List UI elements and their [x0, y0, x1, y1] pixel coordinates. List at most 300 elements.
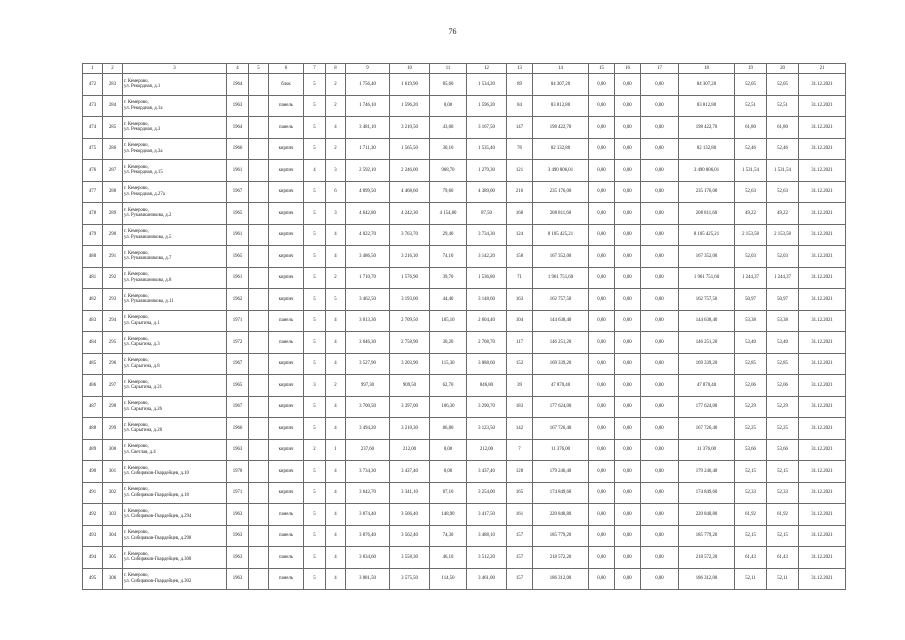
- table-cell: 43,00: [430, 117, 467, 139]
- table-cell: 0,00: [641, 418, 679, 440]
- table-cell: 1967: [227, 396, 249, 418]
- table-cell: 3 512,20: [467, 547, 507, 569]
- table-cell: 4: [326, 117, 346, 139]
- table-cell: 52,33: [735, 482, 767, 504]
- table-cell: 0,00: [615, 246, 641, 268]
- table-cell: 286: [103, 138, 123, 160]
- table-cell: 487: [83, 396, 103, 418]
- table-cell: панель: [269, 332, 304, 354]
- table-cell: 0,00: [589, 138, 615, 160]
- table-cell: 47 870,40: [679, 375, 735, 397]
- address-cell: г. Кемерово, ул. Сибиряков-Гвардейцев, д.300: [123, 547, 227, 569]
- table-cell: 0,00: [589, 203, 615, 225]
- table-cell: 52,15: [735, 461, 767, 483]
- table-cell: 3 558,30: [390, 547, 430, 569]
- table-cell: 4: [326, 332, 346, 354]
- table-cell: 52,33: [767, 482, 799, 504]
- table-cell: 472: [83, 74, 103, 96]
- table-cell: 0,00: [641, 203, 679, 225]
- table-cell: 3 490 806,01: [679, 160, 735, 182]
- table-cell: 52,25: [735, 418, 767, 440]
- table-row: [83, 310, 846, 332]
- table-cell: 3 437,40: [467, 461, 507, 483]
- column-number-cell: 5: [249, 64, 269, 74]
- table-cell: 208 811,60: [679, 203, 735, 225]
- table-cell: 1965: [227, 375, 249, 397]
- table-cell: [249, 74, 269, 96]
- table-cell: 1 279,30: [467, 160, 507, 182]
- table-cell: 305: [103, 547, 123, 569]
- table-cell: 177 624,00: [533, 396, 589, 418]
- address-cell: г. Кемерово, ул. Рекордная, д.3: [123, 117, 227, 139]
- table-cell: 142: [507, 418, 533, 440]
- table-cell: 477: [83, 181, 103, 203]
- table-cell: 1 961 751,60: [679, 267, 735, 289]
- table-cell: [249, 418, 269, 440]
- table-row: [83, 332, 846, 354]
- table-cell: 0,00: [615, 568, 641, 590]
- table-cell: 31.12.2021: [799, 353, 846, 375]
- address-cell: г. Кемерово, ул. Сибиряков-Гвардейцев, д.298: [123, 525, 227, 547]
- table-cell: 0,00: [641, 74, 679, 96]
- table-cell: 283: [103, 74, 123, 96]
- table-cell: 2 592,10: [346, 160, 390, 182]
- address-cell: г. Кемерово, ул. Сибиряков-Гвардейцев, д.10: [123, 461, 227, 483]
- table-cell: 0,00: [589, 310, 615, 332]
- table-cell: 0,00: [615, 504, 641, 526]
- table-cell: 52,15: [767, 525, 799, 547]
- column-number-cell: 6: [269, 64, 304, 74]
- table-cell: 0,00: [589, 74, 615, 96]
- table-cell: 1966: [227, 418, 249, 440]
- table-cell: 0,00: [589, 267, 615, 289]
- table-cell: 167 352,00: [679, 246, 735, 268]
- table-cell: 289: [103, 203, 123, 225]
- table-cell: 5: [304, 461, 326, 483]
- table-cell: 84 307,20: [679, 74, 735, 96]
- table-cell: 31.12.2021: [799, 396, 846, 418]
- table-cell: 473: [83, 95, 103, 117]
- table-cell: 0,00: [615, 418, 641, 440]
- table-cell: 52,05: [767, 74, 799, 96]
- table-cell: 31.12.2021: [799, 95, 846, 117]
- table-cell: 1 531,54: [735, 160, 767, 182]
- table-cell: 53,66: [735, 439, 767, 461]
- table-cell: 167 352,00: [533, 246, 589, 268]
- table-cell: 2 604,40: [467, 310, 507, 332]
- table-cell: 5: [304, 332, 326, 354]
- table-cell: 52,06: [735, 375, 767, 397]
- table-cell: 0,00: [641, 525, 679, 547]
- table-cell: 52,25: [767, 418, 799, 440]
- table-cell: [249, 310, 269, 332]
- table-cell: 0,00: [615, 138, 641, 160]
- table-cell: 3 734,30: [467, 224, 507, 246]
- table-cell: 87,50: [467, 203, 507, 225]
- table-cell: 3 486,50: [346, 246, 390, 268]
- table-cell: 0,00: [615, 160, 641, 182]
- table-cell: 3 700,50: [346, 396, 390, 418]
- address-cell: г. Кемерово, ул. Сибиряков-Гвардейцев, д.18: [123, 482, 227, 504]
- table-cell: 0,00: [615, 95, 641, 117]
- address-cell: г. Кемерово, ул. Рукавишникова, д.5: [123, 224, 227, 246]
- table-cell: [249, 353, 269, 375]
- table-cell: 5: [304, 568, 326, 590]
- table-cell: 3 562,40: [390, 525, 430, 547]
- table-cell: 52,63: [735, 181, 767, 203]
- table-cell: 1 531,54: [767, 160, 799, 182]
- table-cell: 1 536,80: [467, 267, 507, 289]
- table-cell: 52,51: [767, 95, 799, 117]
- table-cell: 86,80: [430, 418, 467, 440]
- table-cell: 0,00: [615, 482, 641, 504]
- table-cell: 61,43: [767, 547, 799, 569]
- table-cell: 2 153,58: [767, 224, 799, 246]
- table-cell: 997,30: [346, 375, 390, 397]
- table-cell: 0,00: [641, 396, 679, 418]
- table-cell: 74,30: [430, 525, 467, 547]
- table-cell: 0,00: [615, 525, 641, 547]
- table-cell: 31.12.2021: [799, 138, 846, 160]
- table-cell: 475: [83, 138, 103, 160]
- table-cell: 2: [326, 375, 346, 397]
- table-cell: 0,00: [641, 289, 679, 311]
- table-cell: 4 022,70: [346, 224, 390, 246]
- table-cell: 0,00: [589, 181, 615, 203]
- table-cell: [249, 160, 269, 182]
- table-row: [83, 482, 846, 504]
- table-cell: 5: [304, 267, 326, 289]
- table-cell: 5: [304, 203, 326, 225]
- table-row: [83, 289, 846, 311]
- table-cell: 52,06: [767, 375, 799, 397]
- table-cell: 0,00: [615, 224, 641, 246]
- table-cell: 53,40: [767, 332, 799, 354]
- table-cell: 290: [103, 224, 123, 246]
- table-cell: 31.12.2021: [799, 461, 846, 483]
- table-cell: 2: [326, 138, 346, 160]
- table-cell: 3: [326, 160, 346, 182]
- table-cell: 2: [326, 267, 346, 289]
- table-cell: 0,00: [589, 418, 615, 440]
- table-cell: 61,80: [767, 117, 799, 139]
- table-cell: 0,00: [641, 95, 679, 117]
- table-cell: 52,63: [767, 181, 799, 203]
- table-cell: кирпич: [269, 181, 304, 203]
- table-cell: 82 132,80: [679, 138, 735, 160]
- table-cell: 1963: [227, 504, 249, 526]
- table-cell: 3 763,70: [390, 224, 430, 246]
- table-cell: 3 123,50: [467, 418, 507, 440]
- table-cell: 0,00: [641, 267, 679, 289]
- table-cell: 11 376,00: [679, 439, 735, 461]
- table-cell: 52,15: [767, 461, 799, 483]
- table-cell: 0,00: [615, 289, 641, 311]
- table-cell: 494: [83, 547, 103, 569]
- table-cell: 0,00: [589, 547, 615, 569]
- table-cell: [249, 203, 269, 225]
- table-cell: 5: [304, 504, 326, 526]
- table-cell: 30,10: [430, 138, 467, 160]
- table-cell: 83 812,80: [533, 95, 589, 117]
- table-row: [83, 138, 846, 160]
- table-cell: 71: [507, 267, 533, 289]
- table-cell: 2 758,90: [390, 332, 430, 354]
- table-cell: [249, 525, 269, 547]
- table-cell: 285: [103, 117, 123, 139]
- table-row: [83, 267, 846, 289]
- table-cell: 1 565,50: [390, 138, 430, 160]
- table-cell: 1971: [227, 310, 249, 332]
- table-cell: кирпич: [269, 461, 304, 483]
- table-cell: 0,00: [615, 181, 641, 203]
- table-cell: 39,70: [430, 267, 467, 289]
- table-cell: 495: [83, 568, 103, 590]
- table-cell: 89: [507, 74, 533, 96]
- table-cell: 3 290,70: [467, 396, 507, 418]
- table-cell: 5: [304, 525, 326, 547]
- table-cell: 486: [83, 375, 103, 397]
- column-number-cell: 14: [533, 64, 589, 74]
- address-cell: г. Кемерово, ул. Сарыгина, д.8: [123, 353, 227, 375]
- table-cell: 0,00: [641, 461, 679, 483]
- table-cell: 3 488,10: [467, 525, 507, 547]
- table-cell: 0,00: [589, 525, 615, 547]
- column-number-cell: 9: [346, 64, 390, 74]
- table-cell: 3: [326, 203, 346, 225]
- address-cell: г. Кемерово, ул. Рукавишникова, д.11: [123, 289, 227, 311]
- table-cell: 1972: [227, 332, 249, 354]
- table-cell: 52,29: [767, 396, 799, 418]
- table-cell: кирпич: [269, 482, 304, 504]
- table-cell: 52,46: [767, 138, 799, 160]
- table-row: [83, 375, 846, 397]
- table-cell: 3 462,50: [346, 289, 390, 311]
- table-cell: 0,00: [615, 461, 641, 483]
- table-cell: 7: [507, 439, 533, 461]
- table-cell: 52,03: [735, 246, 767, 268]
- table-cell: панель: [269, 568, 304, 590]
- table-cell: кирпич: [269, 353, 304, 375]
- table-cell: 31.12.2021: [799, 547, 846, 569]
- table-cell: 0,00: [430, 439, 467, 461]
- table-cell: 0,00: [615, 117, 641, 139]
- table-cell: 3 088,60: [467, 353, 507, 375]
- table-cell: панель: [269, 310, 304, 332]
- table-cell: 50,97: [735, 289, 767, 311]
- table-row: [83, 418, 846, 440]
- table-cell: 482: [83, 289, 103, 311]
- table-cell: панель: [269, 525, 304, 547]
- table-cell: 294: [103, 310, 123, 332]
- table-row: [83, 525, 846, 547]
- table-cell: [249, 568, 269, 590]
- address-cell: г. Кемерово, ул. Рекордная, д.27а: [123, 181, 227, 203]
- table-cell: 1963: [227, 525, 249, 547]
- table-cell: 1 534,20: [467, 74, 507, 96]
- table-cell: 1965: [227, 203, 249, 225]
- table-cell: 5: [304, 74, 326, 96]
- table-cell: 167 726,40: [679, 418, 735, 440]
- table-cell: 3 874,40: [346, 504, 390, 526]
- table-cell: 0,00: [641, 439, 679, 461]
- table-cell: 2: [304, 439, 326, 461]
- table-cell: 0,00: [641, 547, 679, 569]
- table-cell: 288: [103, 181, 123, 203]
- table-cell: 3 397,00: [390, 396, 430, 418]
- table-cell: 4: [326, 246, 346, 268]
- table-cell: 295: [103, 332, 123, 354]
- table-cell: 0,00: [589, 439, 615, 461]
- table-cell: 0,00: [615, 267, 641, 289]
- table-cell: 165: [507, 482, 533, 504]
- table-cell: 1 596,20: [390, 95, 430, 117]
- table-cell: 5: [304, 181, 326, 203]
- table-cell: 6: [326, 181, 346, 203]
- table-cell: 1965: [227, 246, 249, 268]
- table-cell: [249, 504, 269, 526]
- table-cell: 0,00: [589, 375, 615, 397]
- table-cell: 3 210,30: [390, 418, 430, 440]
- table-cell: 297: [103, 375, 123, 397]
- table-cell: 5: [326, 289, 346, 311]
- table-cell: кирпич: [269, 439, 304, 461]
- table-cell: 31.12.2021: [799, 439, 846, 461]
- table-cell: [249, 224, 269, 246]
- table-cell: 4: [326, 568, 346, 590]
- table-row: [83, 504, 846, 526]
- table-cell: 39: [507, 375, 533, 397]
- table-cell: 3 142,20: [467, 246, 507, 268]
- table-cell: 1964: [227, 117, 249, 139]
- table-cell: 53,66: [767, 439, 799, 461]
- table-cell: 44,40: [430, 289, 467, 311]
- table-cell: 484: [83, 332, 103, 354]
- table-cell: 198 422,70: [533, 117, 589, 139]
- table-cell: 31.12.2021: [799, 310, 846, 332]
- table-cell: 31.12.2021: [799, 74, 846, 96]
- table-cell: 303: [103, 504, 123, 526]
- table-cell: 1967: [227, 181, 249, 203]
- table-cell: 1962: [227, 289, 249, 311]
- table-cell: 3 167,50: [467, 117, 507, 139]
- table-cell: 3 417,50: [467, 504, 507, 526]
- table-cell: 493: [83, 525, 103, 547]
- table-cell: [249, 267, 269, 289]
- table-cell: 220 840,80: [679, 504, 735, 526]
- table-cell: 1 535,40: [467, 138, 507, 160]
- table-cell: 186 312,00: [533, 568, 589, 590]
- column-number-cell: 7: [304, 64, 326, 74]
- table-cell: 8 105 425,21: [679, 224, 735, 246]
- table-cell: 306: [103, 568, 123, 590]
- table-cell: 296: [103, 353, 123, 375]
- address-cell: г. Кемерово, ул. Сарыгина, д.28: [123, 418, 227, 440]
- table-cell: [249, 181, 269, 203]
- table-cell: 3 203,90: [390, 353, 430, 375]
- table-cell: 2 153,58: [735, 224, 767, 246]
- table-cell: 5: [304, 246, 326, 268]
- table-cell: 0,00: [615, 439, 641, 461]
- table-body: [83, 64, 846, 590]
- table-cell: 144 638,40: [679, 310, 735, 332]
- table-cell: 0,00: [589, 568, 615, 590]
- table-cell: 3 341,10: [390, 482, 430, 504]
- table-cell: 61,43: [735, 547, 767, 569]
- table-cell: 478: [83, 203, 103, 225]
- table-cell: 0,00: [589, 482, 615, 504]
- table-cell: 1 756,40: [346, 74, 390, 96]
- table-cell: 31.12.2021: [799, 332, 846, 354]
- column-number-cell: 21: [799, 64, 846, 74]
- table-cell: 3 481,10: [346, 117, 390, 139]
- table-cell: 31.12.2021: [799, 203, 846, 225]
- table-cell: [249, 117, 269, 139]
- column-number-cell: 17: [641, 64, 679, 74]
- table-cell: 3 642,70: [346, 482, 390, 504]
- table-cell: 4: [326, 547, 346, 569]
- table-cell: 491: [83, 482, 103, 504]
- table-cell: 304: [103, 525, 123, 547]
- table-cell: 0,00: [615, 332, 641, 354]
- address-cell: г. Кемерово, ул. Сарыгина, д.1: [123, 310, 227, 332]
- table-cell: 114,50: [430, 568, 467, 590]
- table-cell: 4: [326, 525, 346, 547]
- table-cell: 4: [326, 504, 346, 526]
- table-cell: [249, 289, 269, 311]
- table-cell: [249, 95, 269, 117]
- table-cell: 1961: [227, 160, 249, 182]
- table-cell: 169 339,20: [679, 353, 735, 375]
- column-number-cell: 16: [615, 64, 641, 74]
- table-cell: кирпич: [269, 138, 304, 160]
- table-cell: 216: [507, 181, 533, 203]
- address-cell: г. Кемерово, ул. Рекордная, д.1: [123, 74, 227, 96]
- table-cell: 300: [103, 439, 123, 461]
- address-cell: г. Кемерово, ул. Рукавишникова, д.2: [123, 203, 227, 225]
- table-cell: 2: [326, 74, 346, 96]
- table-cell: 76: [507, 138, 533, 160]
- column-number-cell: 10: [390, 64, 430, 74]
- table-cell: 3 013,30: [346, 310, 390, 332]
- table-cell: 1963: [227, 547, 249, 569]
- table-cell: 0,00: [589, 504, 615, 526]
- table-cell: 52,46: [735, 138, 767, 160]
- table-cell: 488: [83, 418, 103, 440]
- table-cell: 3: [304, 375, 326, 397]
- address-cell: г. Кемерово, ул. Сарыгина, д.3: [123, 332, 227, 354]
- table-cell: 0,00: [641, 504, 679, 526]
- table-row: [83, 461, 846, 483]
- table-cell: 4: [326, 418, 346, 440]
- table-row: [83, 246, 846, 268]
- table-cell: 74,10: [430, 246, 467, 268]
- table-cell: 909,50: [390, 375, 430, 397]
- page-number: 76: [448, 27, 457, 36]
- table-cell: 31.12.2021: [799, 375, 846, 397]
- table-cell: 84 307,20: [533, 74, 589, 96]
- table-row: [83, 224, 846, 246]
- table-cell: 115,30: [430, 353, 467, 375]
- table-cell: 157: [507, 525, 533, 547]
- table-cell: 483: [83, 310, 103, 332]
- table-cell: 0,00: [615, 353, 641, 375]
- table-cell: 218 572,20: [533, 547, 589, 569]
- table-cell: 31.12.2021: [799, 504, 846, 526]
- table-cell: 83 812,80: [679, 95, 735, 117]
- column-number-cell: 11: [430, 64, 467, 74]
- table-cell: 52,85: [735, 353, 767, 375]
